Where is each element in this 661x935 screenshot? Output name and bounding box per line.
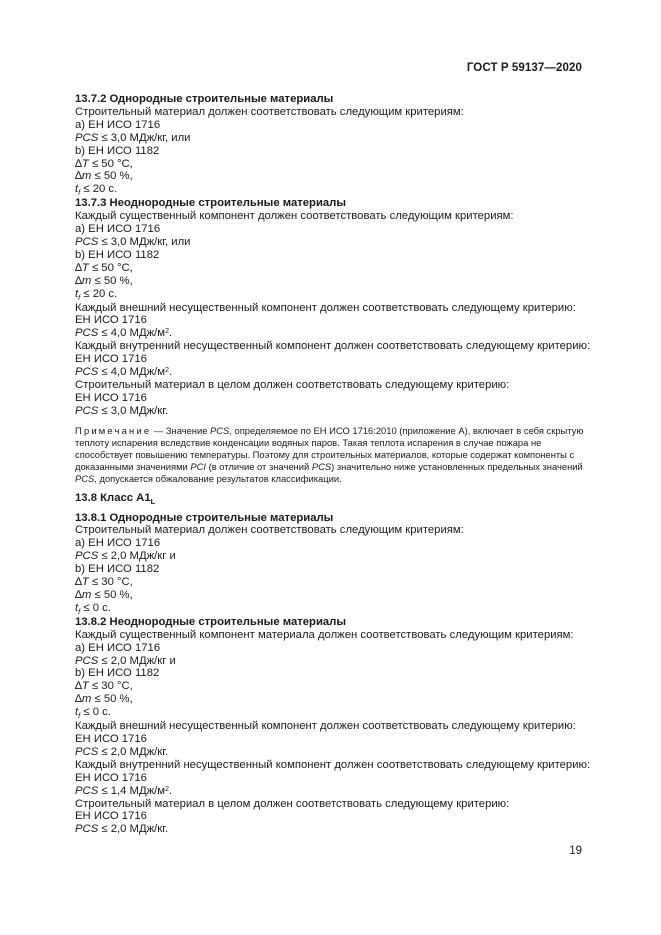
page-number: 19: [569, 845, 582, 857]
document-code-header: ГОСТ Р 59137—2020: [466, 62, 582, 74]
criteria-intro: Строительный материал должен соответствовать следующим критериям:: [75, 105, 464, 118]
delta-t-criterion: ∆T ≤ 30 °С,: [75, 576, 133, 589]
tf-criterion: $t_f \le 0$ с.: [75, 706, 111, 721]
standard-ref: ЕН ИСО 1716: [75, 391, 147, 404]
pcs-criterion: PCS ≤ 2,0 МДж/кг и: [75, 550, 176, 563]
delta-t-criterion: ∆T ≤ 50 °С,: [75, 261, 133, 274]
section-heading-13-7-2: 13.7.2 Однородные строительные материалы: [75, 93, 334, 105]
pcs-criterion: PCS ≤ 3,0 МДж/кг, или: [75, 235, 191, 248]
criterion-b: b) ЕН ИСО 1182: [75, 667, 160, 680]
tf-criterion: $t_f \le 0$ с.: [75, 601, 111, 616]
section-heading-13-7-3: 13.7.3 Неоднородные строительные материалы: [75, 197, 346, 210]
delta-m-criterion: ∆m ≤ 50 %,: [75, 693, 133, 706]
tf-criterion: $t_f \le 20$ с.: [75, 287, 118, 302]
criterion-b: b) ЕН ИСО 1182: [75, 144, 160, 157]
page-content: [75, 93, 591, 836]
pcs-criterion: PCS ≤ 1,4 МДж/$м^2$.: [75, 784, 173, 797]
delta-m-criterion: ∆m ≤ 50 %,: [75, 274, 133, 287]
delta-m-criterion: ∆m ≤ 50 %,: [75, 170, 133, 183]
criteria-intro: Каждый существенный компонент материала должен соответствовать следующим критериям:: [75, 628, 574, 641]
note-paragraph: Примечание — Значение PCS, определяемое по ЕН ИСО 1716:2010 (приложение А), включает в себя скрытую теплоту испарения вследствие конденсации водяных паров. Такая теплота испарения в случае пожара не способствует повышению температуры. Поэтому для строительных материалов, которые содержат компоненты с доказанными значениями PCI (в отличие от значений PCS) значительно ниже установленных предельных значений PCS, допускается обжалование результатов классификации.: [75, 424, 584, 484]
criterion-a: a) ЕН ИСО 1716: [75, 223, 161, 236]
delta-t-criterion: ∆T ≤ 30 °С,: [75, 680, 133, 693]
pcs-criterion: PCS ≤ 2,0 МДж/кг и: [75, 654, 176, 667]
section-heading-13-8-2: 13.8.2 Неоднородные строительные материалы: [75, 615, 346, 628]
criteria-intro: Каждый существенный компонент должен соответствовать следующим критериям:: [75, 210, 514, 223]
criteria-intro: Строительный материал должен соответствовать следующим критериям:: [75, 524, 464, 537]
standard-ref: ЕН ИСО 1716: [75, 732, 147, 745]
standard-ref: ЕН ИСО 1716: [75, 771, 147, 784]
whole-material-intro: Строительный материал в целом должен соответствовать следующему критерию:: [75, 797, 510, 810]
external-component-intro: Каждый внешний несущественный компонент должен соответствовать следующему критерию:: [75, 301, 576, 314]
internal-component-intro: Каждый внутренний несущественный компонент должен соответствовать следующему критерию:: [75, 340, 591, 353]
criterion-b: b) ЕН ИСО 1182: [75, 563, 160, 576]
note-label: Примечание: [75, 424, 152, 436]
tf-criterion: $t_f \le 20$ с.: [75, 183, 118, 198]
pcs-criterion: PCS ≤ 3,0 МДж/кг, или: [75, 131, 191, 144]
criterion-b: b) ЕН ИСО 1182: [75, 248, 160, 261]
pcs-criterion: PCS ≤ 2,0 МДж/кг.: [75, 745, 169, 758]
standard-ref: ЕН ИСО 1716: [75, 314, 147, 327]
external-component-intro: Каждый внешний несущественный компонент должен соответствовать следующему критерию:: [75, 720, 576, 733]
internal-component-intro: Каждый внутренний несущественный компонент должен соответствовать следующему критерию:: [75, 758, 591, 771]
pcs-criterion: PCS ≤ 2,0 МДж/кг.: [75, 823, 169, 836]
section-heading-13-8: 13.8 Класс $А1_L$: [75, 491, 156, 506]
delta-t-criterion: ∆T ≤ 50 °С,: [75, 157, 133, 170]
standard-ref: ЕН ИСО 1716: [75, 353, 147, 366]
whole-material-intro: Строительный материал в целом должен соответствовать следующему критерию:: [75, 378, 510, 391]
pcs-criterion: PCS ≤ 3,0 МДж/кг.: [75, 404, 169, 417]
pcs-criterion: PCS ≤ 4,0 МДж/$м^2$.: [75, 327, 173, 340]
pcs-criterion: PCS ≤ 4,0 МДж/$м^2$.: [75, 366, 173, 379]
criterion-a: a) ЕН ИСО 1716: [75, 118, 161, 131]
delta-m-criterion: ∆m ≤ 50 %,: [75, 589, 133, 601]
section-heading-13-8-1: 13.8.1 Однородные строительные материалы: [75, 511, 334, 524]
criterion-a: a) ЕН ИСО 1716: [75, 641, 161, 654]
standard-ref: ЕН ИСО 1716: [75, 810, 147, 823]
criterion-a: a) ЕН ИСО 1716: [75, 537, 161, 550]
